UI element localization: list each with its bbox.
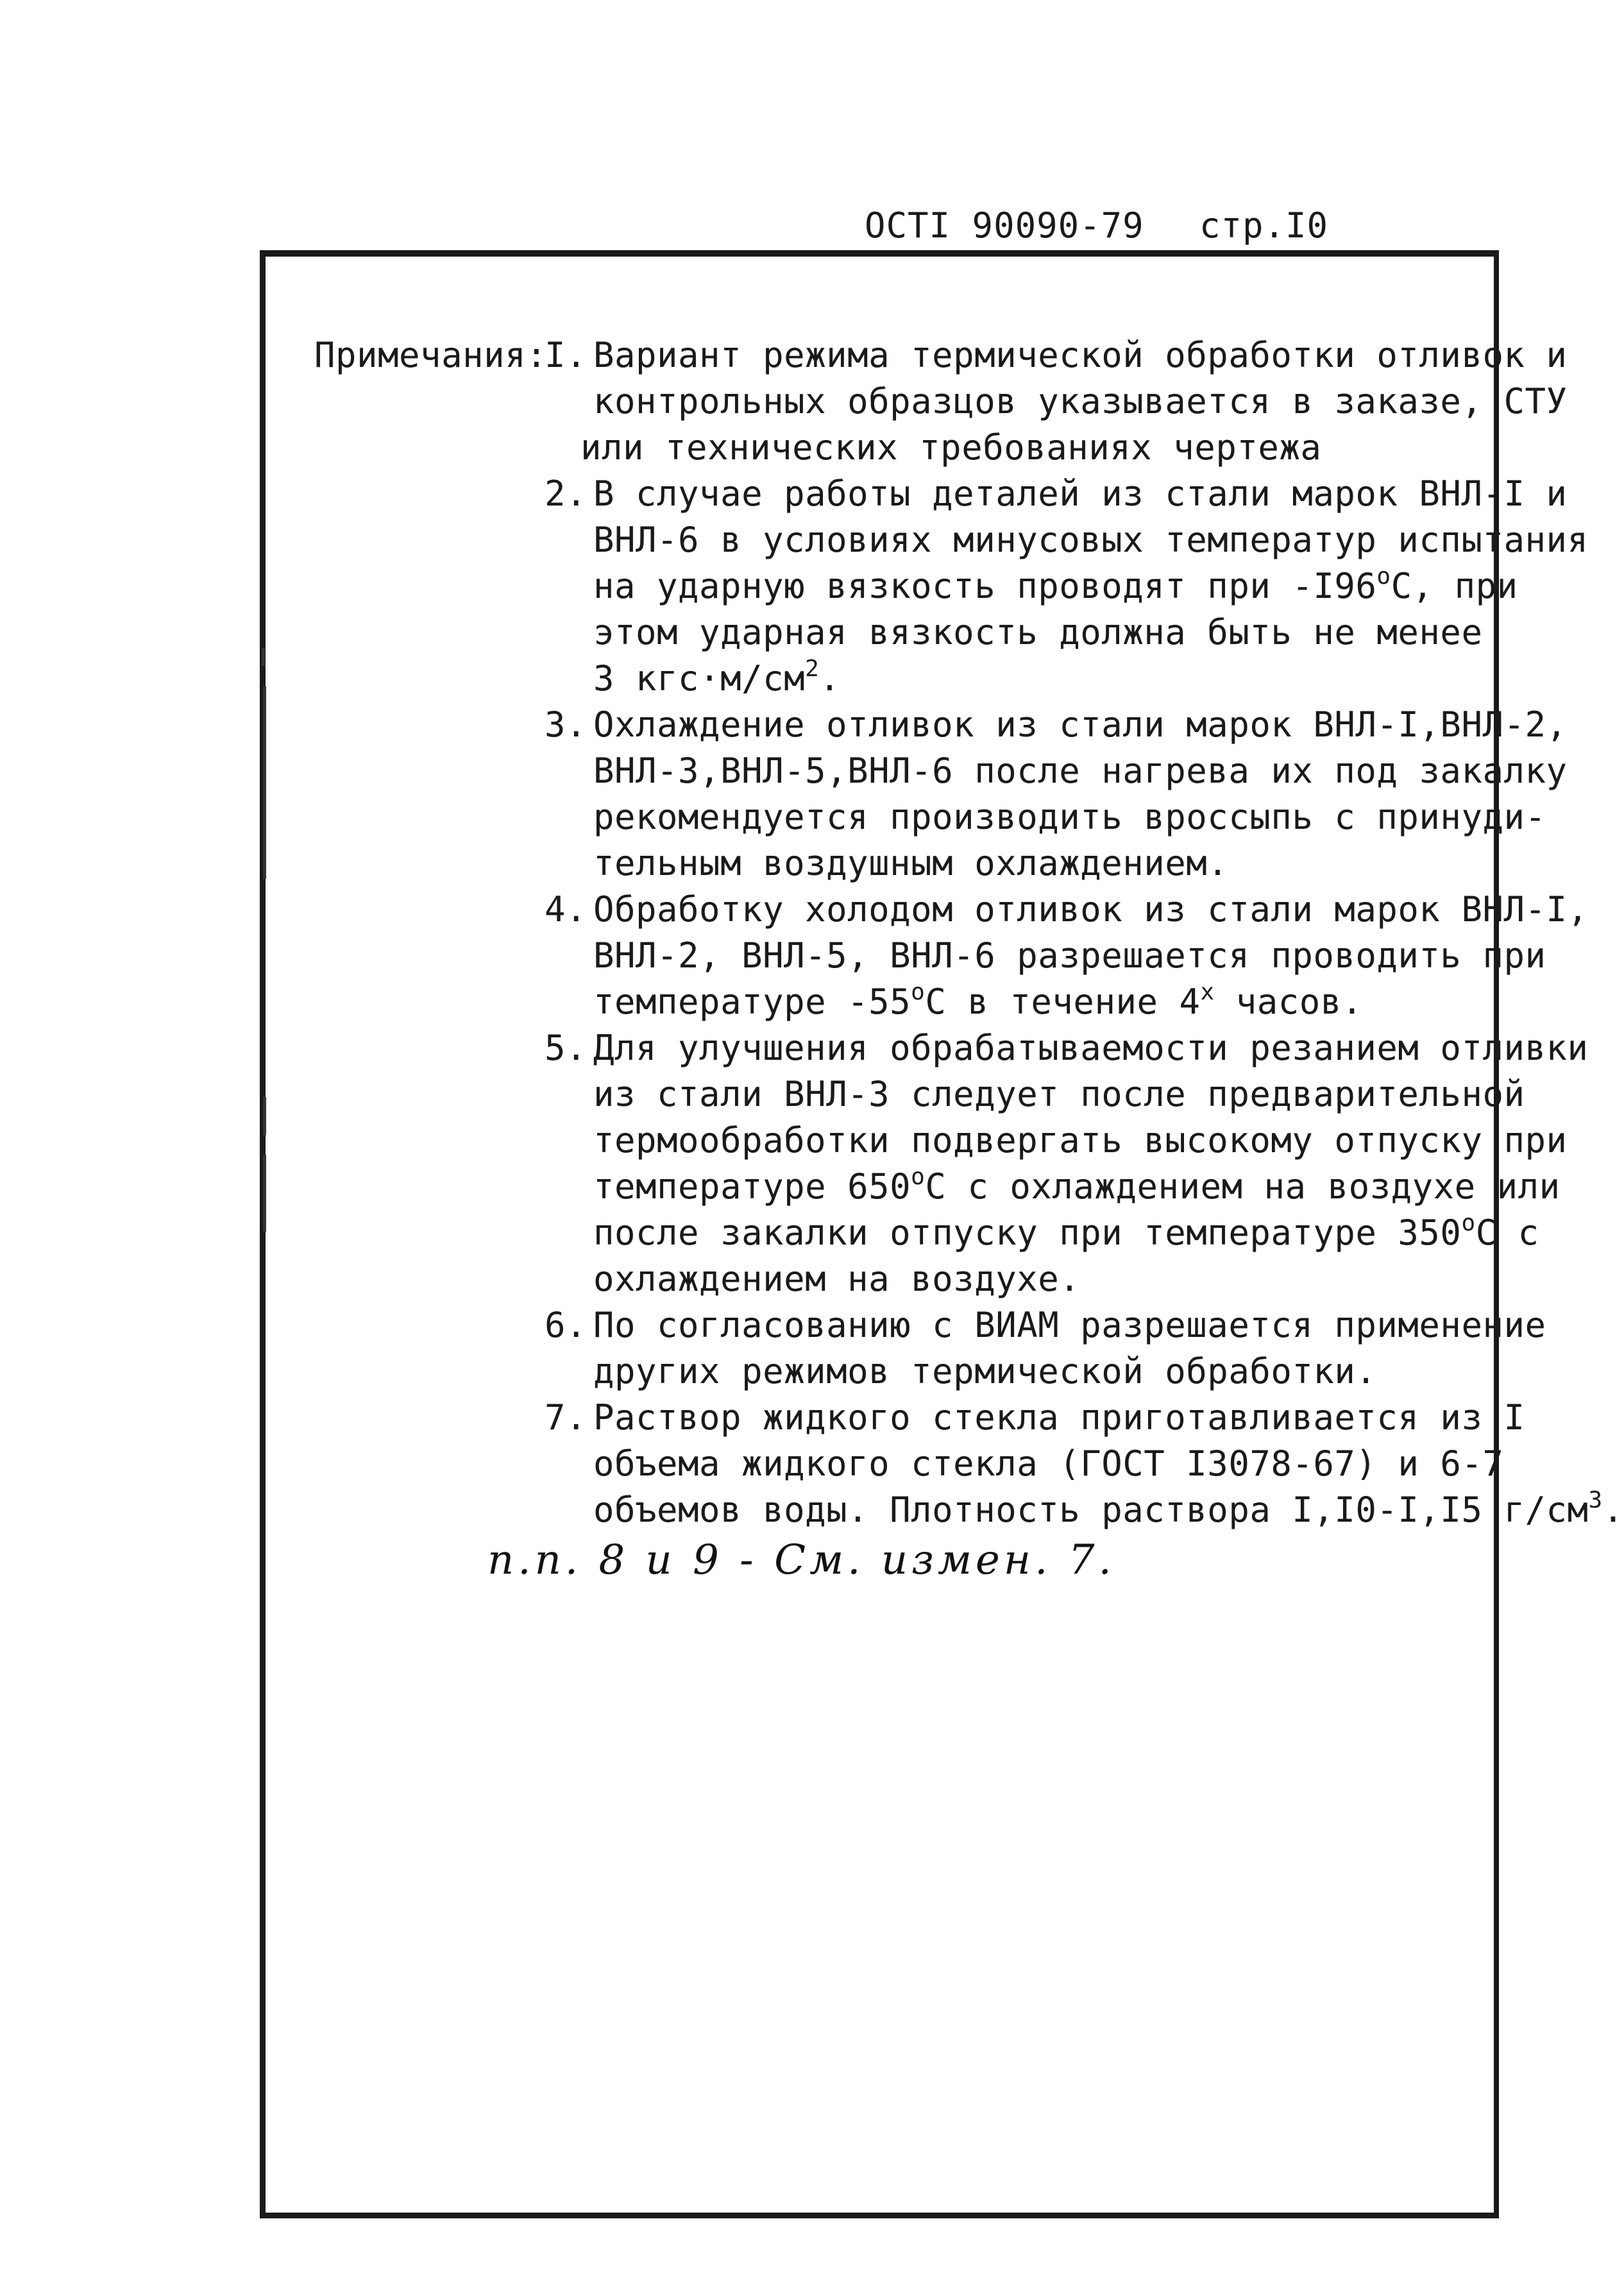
note-line: рекомендуется производить вроссыпь с принуди- — [593, 797, 1546, 837]
note-number: 3. — [544, 704, 587, 745]
notes-label: Примечания: — [314, 335, 548, 375]
degree-sign: o — [1461, 1210, 1476, 1236]
document-code: ОСТI 90090-79 — [865, 205, 1144, 246]
note-text: . — [819, 658, 841, 699]
note-text: С с охлаждением на воздухе или — [925, 1166, 1561, 1207]
note-number: 4. — [544, 889, 587, 930]
note-line: Раствор жидкого стекла приготавливается из I — [593, 1397, 1525, 1438]
note-line: или технических требованиях чертежа — [580, 427, 1322, 468]
note-text: С, при — [1391, 566, 1518, 606]
note-item — [529, 1395, 1624, 1533]
note-text: на ударную вязкость проводят при -I96 — [593, 566, 1377, 606]
note-line: Для улучшения обрабатываемости резанием отливки — [593, 1028, 1589, 1068]
note-number: 6. — [544, 1305, 587, 1345]
note-text: С с — [1475, 1212, 1539, 1253]
note-text: температуре -55 — [593, 982, 911, 1022]
note-number: 5. — [544, 1028, 587, 1068]
note-line: термообработки подвергать высокому отпуску при — [593, 1120, 1568, 1161]
note-number: I. — [544, 335, 587, 375]
note-line: ВНЛ-2, ВНЛ-5, ВНЛ-6 разрешается проводить при — [593, 935, 1546, 976]
margin-mark — [263, 686, 266, 879]
note-text: после закалки отпуску при температуре 350 — [593, 1212, 1462, 1253]
note-line: В случае работы деталей из стали марок ВНЛ-I и — [593, 473, 1568, 514]
page-header — [859, 205, 1437, 257]
note-item — [529, 1025, 1589, 1302]
note-line: других режимов термической обработки. — [593, 1351, 1377, 1391]
note-line — [593, 656, 1555, 702]
margin-mark — [263, 1155, 266, 1232]
note-number: 2. — [544, 473, 587, 514]
margin-mark — [262, 648, 265, 666]
note-line: объема жидкого стекла (ГОСТ I3078-67) и 6-7 — [593, 1443, 1504, 1484]
note-item — [529, 702, 1568, 887]
note-text: . — [1602, 1490, 1624, 1530]
note-line: По согласованию с ВИАМ разрешается применение — [593, 1305, 1546, 1345]
note-line — [593, 563, 1555, 609]
margin-mark — [263, 1097, 266, 1135]
note-line: Обработку холодом отливок из стали марок ВНЛ-I, — [593, 889, 1589, 930]
note-text: температуре 650 — [593, 1166, 911, 1207]
degree-sign: o — [911, 1164, 926, 1190]
degree-sign: o — [1376, 563, 1391, 590]
note-number: 7. — [544, 1397, 587, 1438]
note-item — [529, 332, 1568, 471]
note-line: Вариант режима термической обработки отливок и — [593, 335, 1568, 375]
note-text: часов. — [1235, 982, 1363, 1022]
degree-sign: o — [911, 979, 926, 1005]
note-line: этом ударная вязкость должна быть не менее — [593, 612, 1483, 652]
page-number: стр.I0 — [1199, 205, 1329, 246]
note-line: контрольных образцов указывается в заказе, СТУ — [593, 381, 1568, 421]
note-text: 3 кгс·м/см — [593, 658, 806, 699]
note-line — [593, 1210, 1555, 1256]
superscript: х — [1200, 979, 1215, 1005]
note-line: охлаждением на воздухе. — [593, 1259, 1081, 1299]
superscript: 3 — [1588, 1487, 1603, 1513]
note-line: Охлаждение отливок из стали марок ВНЛ-I,ВНЛ-2, — [593, 704, 1568, 745]
superscript: 2 — [805, 656, 820, 682]
note-item — [529, 887, 1589, 1025]
note-line — [593, 979, 1555, 1025]
note-line: из стали ВНЛ-3 следует после предварительной — [593, 1074, 1525, 1114]
handwritten-annotation: п.п. 8 и 9 - См. измен. 7. — [487, 1536, 1115, 1584]
note-text: объемов воды. Плотность раствора I,I0-I,I5 г/см — [593, 1490, 1589, 1530]
note-line: тельным воздушным охлаждением. — [593, 843, 1229, 883]
note-line: ВНЛ-3,ВНЛ-5,ВНЛ-6 после нагрева их под закалку — [593, 751, 1568, 791]
note-line — [593, 1487, 1624, 1533]
note-line: ВНЛ-6 в условиях минусовых температур испытания — [593, 520, 1589, 560]
note-item — [529, 471, 1589, 702]
note-line — [593, 1164, 1561, 1210]
note-item — [529, 1302, 1546, 1395]
note-text: С в течение 4 — [925, 982, 1201, 1022]
